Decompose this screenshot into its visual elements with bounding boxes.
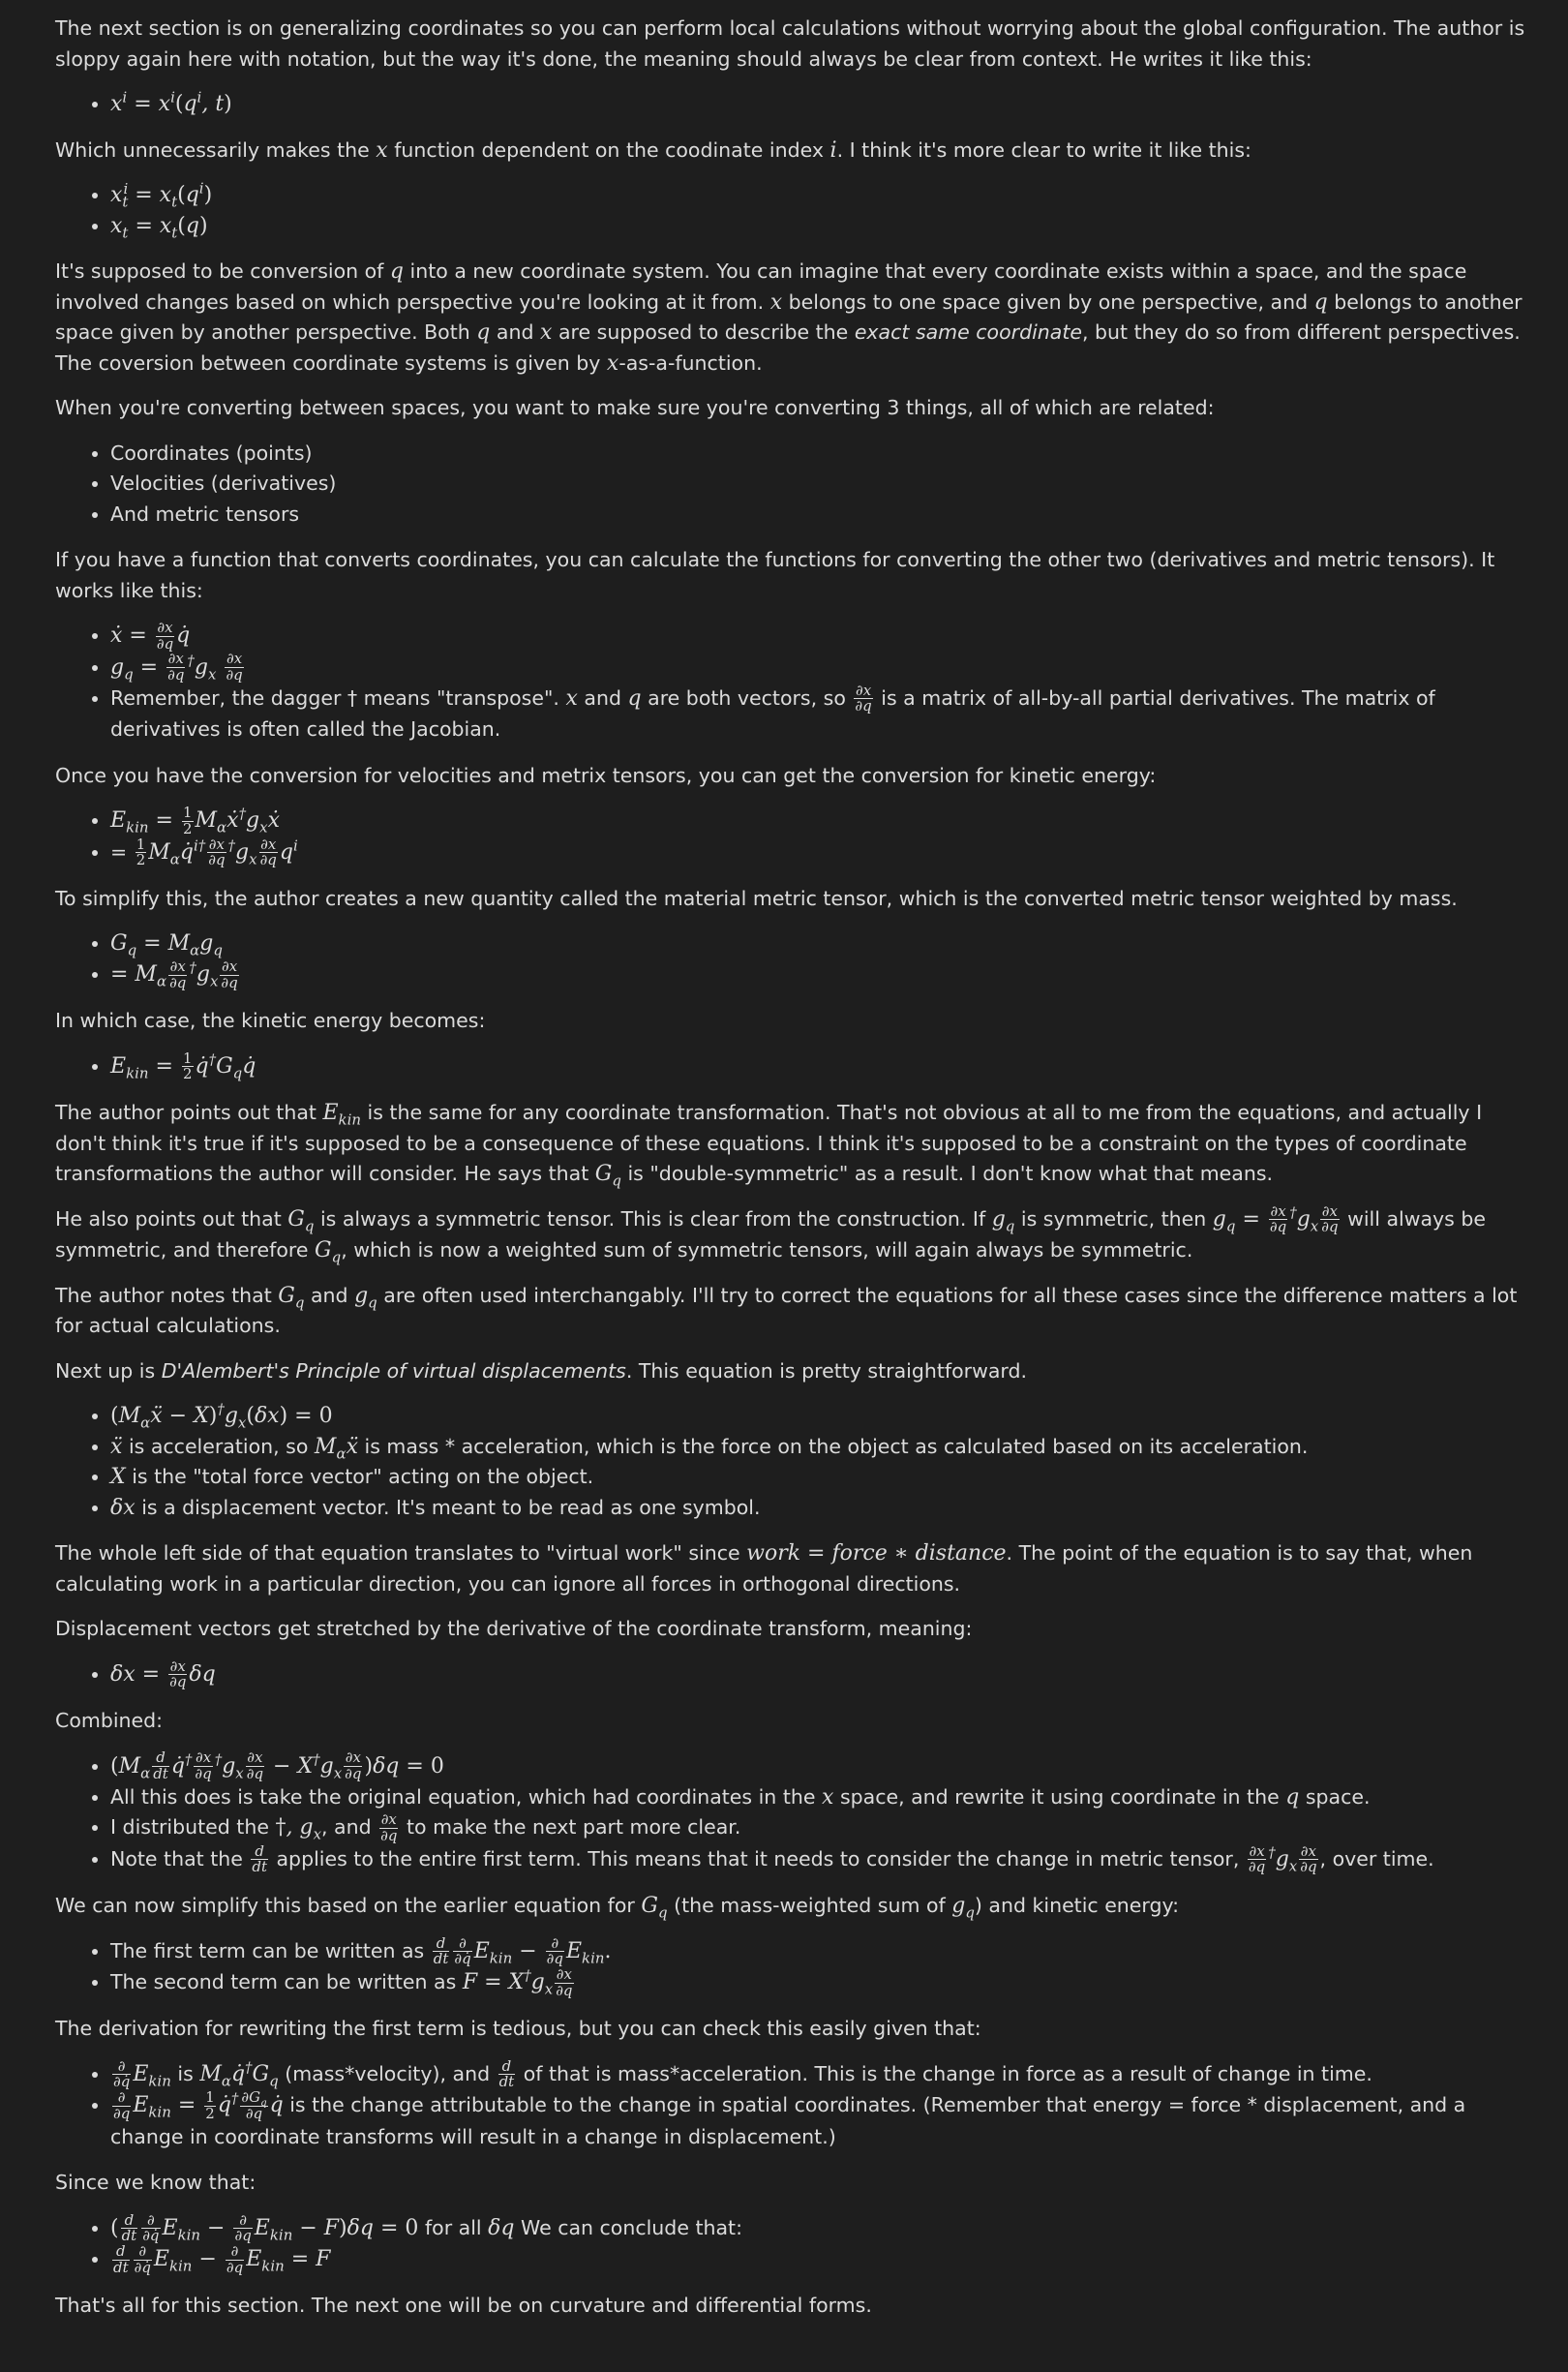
list-item: • ẋ = $\frac{\partial x}{\partial q}$ q̇ — [110, 621, 1529, 652]
list-item: • $g_q$ = $\frac{\partial x}{\partial q}$ $^\dagger g_x$ $\frac{\partial x}{\partial q}$ — [110, 652, 1529, 683]
text: is — [177, 2061, 194, 2085]
paragraph — [55, 2014, 1529, 2045]
text: are often used interchangably. I'll try to correct the equations for all these cases since the difference matters a lot for actual calculations. — [55, 1283, 1518, 1337]
bullet-list — [55, 1933, 1529, 1999]
text: and — [496, 320, 534, 344]
list-item: • $\frac{d}{dt}$ $\frac{\partial}{\partial q̇}$ $E_{kin}$ − $\frac{\partial}{\partial q}$ $E_{kin} = F$ — [110, 2244, 1529, 2275]
list-item: • Remember, the dagger † means "transpose". x and q are both vectors, so $\frac{\partial x}{\partial q}$ is a matrix of all-by-all partial derivatives. The matrix of derivatives is often called the Jacobian. — [110, 684, 1529, 745]
paragraph — [55, 393, 1529, 424]
text: ) and kinetic energy: — [974, 1894, 1180, 1917]
paragraph — [55, 1706, 1529, 1737]
text: To simplify this, the author creates a new quantity called the material metric tensor, which is the converted metric tensor weighted by mass. — [55, 886, 1458, 910]
bullet-list — [55, 439, 1529, 531]
text: In which case, the kinetic energy becomes: — [55, 1009, 486, 1033]
text: , which is now a weighted sum of symmetric tensors, will again always be symmetric. — [341, 1238, 1193, 1262]
equation-list — [55, 1051, 1529, 1082]
list-item: • The second term can be written as $F = X^\dagger g_x$ $\frac{\partial x}{\partial q}$ — [110, 1967, 1529, 1998]
text: Next up is — [55, 1358, 156, 1383]
equation-list — [55, 806, 1529, 868]
paragraph — [55, 14, 1529, 75]
text: Remember, the dagger † means "transpose". — [110, 685, 559, 710]
text: It's supposed to be conversion of — [55, 259, 384, 283]
list-item: • ($M_\alpha$ $\frac{d}{dt}$ q̇† $\frac{\partial x}{\partial q}$ $^\dagger g_x$ $\frac{\partial x}{\partial q}$ − $X^\dagger g_x$ $\frac{\partial x}{\partial q}$ )δq = 0 — [110, 1750, 1529, 1781]
list-item: • I distributed the †, $g_x$, and $\frac{\partial x}{\partial q}$ to make the next part more clear. — [110, 1812, 1529, 1843]
text: applies to the entire first term. This means that it needs to consider the change in metric tensor, — [276, 1846, 1240, 1870]
equation-list — [55, 2210, 1529, 2276]
equation-list — [55, 928, 1529, 990]
text: The derivation for rewriting the first term is tedious, but you can check this easily given that: — [55, 2017, 981, 2041]
text: (mass*velocity), and — [285, 2061, 491, 2085]
equation-list — [55, 1401, 1529, 1523]
text: The author notes that — [55, 1283, 272, 1307]
list-item: • The first term can be written as $\frac{d}{dt}$ $\frac{\partial}{\partial q̇}$ $E_{kin}$ − $\frac{\partial}{\partial q}$ $E_{kin}$. — [110, 1936, 1529, 1967]
list-item: • Velocities (derivatives) — [110, 469, 1529, 500]
paragraph: We can now simplify this based on the earlier equation for $G_q$ (the mass-weighted sum of $g_q$) and kinetic energy: — [55, 1894, 1180, 1922]
text: into a new coordinate system. You can imagine that every coordinate exists within a space, and the space involved changes based on which perspective you're looking at it from. — [55, 259, 1467, 314]
list-item: • Note that the $\frac{d}{dt}$ applies to the entire first term. This means that it needs to consider the change in metric tensor, $\frac{\partial x}{\partial q}$ $^\dagger g_x$ $\frac{\partial x}{\partial q}$ , over time. — [110, 1844, 1529, 1875]
text: is "double-symmetric" as a result. I don't know what that means. — [627, 1162, 1274, 1186]
text: Once you have the conversion for velocities and metrix tensors, you can get the conversion for kinetic energy: — [55, 763, 1157, 787]
text: is acceleration, so — [128, 1434, 309, 1458]
text: Which unnecessarily makes the — [55, 137, 370, 162]
text: The next section is on generalizing coordinates so you can perform local calculations without worrying about the global configuration. The author is sloppy again here with notation, but the way it's done, the meaning should always be clear from context. He writes it like this: — [55, 16, 1525, 71]
text: are both vectors, so — [648, 685, 846, 710]
paragraph — [55, 1614, 1529, 1645]
paragraph — [55, 2168, 1529, 2199]
list-item: • X is the "total force vector" acting on the object. — [110, 1462, 1529, 1493]
text: He also points out that — [55, 1206, 282, 1231]
text: is the "total force vector" acting on the object. — [132, 1465, 594, 1488]
text: for all — [424, 2215, 482, 2239]
list-item: • δx = $\frac{\partial x}{\partial q}$ δq — [110, 1659, 1529, 1690]
text: (the mass-weighted sum of — [674, 1894, 946, 1917]
equation-list — [55, 1659, 1529, 1690]
list-item: • = $\frac{1}{2}$ $M_\alpha q̇^{i\dagger}$ $\frac{\partial x}{\partial q}$ $^\dagger g_x$ $\frac{\partial x}{\partial q}$ $q^i$ — [110, 837, 1529, 868]
text: All this does is take the original equation, which had coordinates in the — [110, 1784, 816, 1809]
text: belongs to one space given by one perspective, and — [788, 289, 1309, 314]
paragraph: The author points out that $E_{kin}$ is the same for any coordinate transformation. That's not obvious at all to me from the equations, and actually I don't think it's true if it's supposed to be a consequence of these equations. I think it's supposed to be a constraint on the types of coordinate transformations the author will consider. He says that $G_q$ is "double-symmetric" as a result. I don't know what that means. — [55, 1101, 1483, 1190]
equation-list — [55, 89, 1529, 120]
text: is the change attributable to the change in spatial coordinates. (Remember that energy = force * displacement, and a change in coordinate transforms will result in a change in displacement.) — [110, 2093, 1466, 2148]
text: When you're converting between spaces, you want to make sure you're converting 3 things, all of which are related: — [55, 396, 1215, 419]
text: is always a symmetric tensor. This is clear from the construction. If — [319, 1206, 986, 1231]
text: = — [110, 839, 128, 864]
text: That's all for this section. The next one will be on curvature and differential forms. — [55, 2294, 872, 2318]
text: , but they do so from different perspectives. The coversion between coordinate systems is given by — [55, 320, 1521, 375]
text: . The point of the equation is to say that, when calculating work in a particular direction, you can ignore all forces in orthogonal directions. — [55, 1541, 1473, 1596]
list-item: • $(M_\alpha ẍ - X)^\dagger g_x(\delta x) = 0$ — [110, 1401, 1529, 1432]
list-item: • δx is a displacement vector. It's meant to be read as one symbol. — [110, 1493, 1529, 1524]
list-item: • ( $\frac{d}{dt}$ $\frac{\partial}{\partial q̇}$ $E_{kin}$ − $\frac{\partial}{\partial q}$ $E_{kin} - F)\delta q = 0$ for all δq We can conclude that: — [110, 2213, 1529, 2244]
paragraph: Which unnecessarily makes the x function dependent on the coodinate index i. I think it's more clear to write it like this: — [55, 137, 1251, 163]
text: and — [310, 1283, 348, 1307]
text: is the same for any coordinate transformation. That's not obvious at all to me from the equations, and actually I don't think it's true if it's supposed to be a consequence of these equations. I think it's supposed to be a constraint on the types of coordinate transformations the author will consider. He says that — [55, 1101, 1483, 1186]
paragraph — [55, 2291, 1529, 2322]
paragraph — [55, 545, 1529, 606]
list-item: • And metric tensors — [110, 500, 1529, 531]
paragraph — [55, 884, 1529, 915]
text: The second term can be written as — [110, 1970, 457, 1994]
equation-list — [55, 180, 1529, 241]
list-item: • $\frac{\partial}{\partial q}$ $E_{kin}$ = $\frac{1}{2}$ q̇† $\frac{\partial G_q}{\partial q}$ q̇ is the change attributable to the change in spatial coordinates. (Remember that energy = force * displacement, and a change in coordinate transforms will result in a change in displacement.) — [110, 2090, 1529, 2152]
text: The first term can be written as — [110, 1938, 425, 1962]
paragraph: The whole left side of that equation translates to "virtual work" since work = force ∗ distance. The point of the equation is to say that, when calculating work in a particular direction, you can ignore all forces in orthogonal directions. — [55, 1541, 1473, 1596]
text: is symmetric, then — [1020, 1206, 1207, 1231]
list-item: • $x^i = x^i(q^i$, t) — [110, 89, 1529, 120]
text: We can now simplify this based on the earlier equation for — [55, 1894, 635, 1917]
text: will always be symmetric, and therefore — [55, 1206, 1486, 1262]
text: is a displacement vector. It's meant to be read as one symbol. — [141, 1495, 761, 1519]
text: and — [584, 685, 621, 710]
paragraph: It's supposed to be conversion of q into a new coordinate system. You can imagine that every coordinate exists within a space, and the space involved changes based on which perspective you're looking at it from. x belongs to one space given by one perspective, and q belongs to another space given by another perspective. Both q and x are supposed to describe the exact same coordinate, but they do so from different perspectives. The coversion between coordinate systems is given by x-as-a-function. — [55, 259, 1523, 376]
list-item: • $G_q = M_\alpha g_q$ — [110, 928, 1529, 959]
text: We can conclude that: — [521, 2215, 742, 2239]
text: space, and rewrite it using coordinate in the — [839, 1784, 1280, 1809]
text: is a matrix of all-by-all partial derivatives. The matrix of derivatives is often called the Jacobian. — [110, 685, 1435, 742]
text: are supposed to describe the — [558, 320, 849, 344]
list-item: • $x_t^i = x_t(q^i)$ — [110, 180, 1529, 211]
paragraph: The author notes that $G_q$ and $g_q$ are often used interchangably. I'll try to correct the equations for all these cases since the difference matters a lot for actual calculations. — [55, 1283, 1518, 1337]
text: belongs to another space given by another perspective. Both — [55, 289, 1523, 344]
text: , and — [321, 1815, 372, 1840]
text: , over time. — [1319, 1846, 1434, 1870]
text: -as-a-function. — [618, 350, 763, 375]
paragraph — [55, 1356, 1529, 1387]
text: Combined: — [55, 1708, 164, 1732]
equation-list — [55, 621, 1529, 745]
text: of that is mass*acceleration. This is the change in force as a result of change in time. — [523, 2061, 1372, 2085]
text: . I think it's more clear to write it like this: — [836, 137, 1251, 162]
text: I distributed the — [110, 1815, 269, 1840]
list-item: • ẍ is acceleration, so $M_\alpha ẍ$ is mass * acceleration, which is the force on the object as calculated based on its acceleration. — [110, 1432, 1529, 1463]
list-item: • $E_{kin}$ = $\frac{1}{2}$ $q̇^\dagger G_qq̇$ — [110, 1051, 1529, 1082]
text: Note that the — [110, 1846, 243, 1870]
text: The author points out that — [55, 1101, 317, 1125]
list-item: • $\frac{\partial}{\partial q̇}$ $E_{kin}$ is $M_\alpha q̇^\dagger G_q$ (mass*velocity), and $\frac{d}{dt}$ of that is mass*acceleration. This is the change in force as a result of change in time. — [110, 2059, 1529, 2090]
text: is mass * acceleration, which is the force on the object as calculated based on its acceleration. — [364, 1434, 1309, 1458]
paragraph — [55, 1006, 1529, 1037]
emphasis: exact same coordinate — [854, 320, 1082, 344]
paragraph — [55, 761, 1529, 792]
text: Since we know that: — [55, 2171, 256, 2194]
text: The whole left side of that equation translates to "virtual work" since — [55, 1541, 740, 1565]
text: If you have a function that converts coordinates, you can calculate the functions for converting the other two (derivatives and metric tensors). It works like this: — [55, 548, 1495, 602]
list-item: • All this does is take the original equation, which had coordinates in the x space, and rewrite it using coordinate in the q space. — [110, 1782, 1529, 1813]
text: space. — [1305, 1784, 1371, 1809]
equation-list — [55, 1750, 1529, 1875]
text: Displacement vectors get stretched by the derivative of the coordinate transform, meaning: — [55, 1617, 973, 1640]
emphasis: D'Alembert's Principle of virtual displacements — [161, 1358, 626, 1383]
text: function dependent on the coodinate index — [394, 137, 824, 162]
paragraph: He also points out that $G_q$ is always a symmetric tensor. This is clear from the construction. If $g_q$ is symmetric, then $g_q$ = $\frac{\partial x}{\partial q}$ $^\dagger g_x$ $\frac{\partial x}{\partial q}$ will always be symmetric, and therefore $G_q$, which is now a weighted sum of symmetric tensors, will again always be symmetric. — [55, 1201, 1486, 1266]
bullet-list — [55, 2056, 1529, 2152]
list-item: • Coordinates (points) — [110, 439, 1529, 470]
list-item: • = $M_\alpha$ $\frac{\partial x}{\partial q}$ $^\dagger g_x$ $\frac{\partial x}{\partial q}$ — [110, 959, 1529, 990]
text: . This equation is pretty straightforward. — [625, 1358, 1027, 1383]
text: to make the next part more clear. — [406, 1815, 741, 1840]
list-item: • $x_t = x_t(q)$ — [110, 211, 1529, 242]
list-item: • $E_{kin}$ = $\frac{1}{2}$ $M_\alpha ẋ^\dagger g_xẋ$ — [110, 806, 1529, 836]
